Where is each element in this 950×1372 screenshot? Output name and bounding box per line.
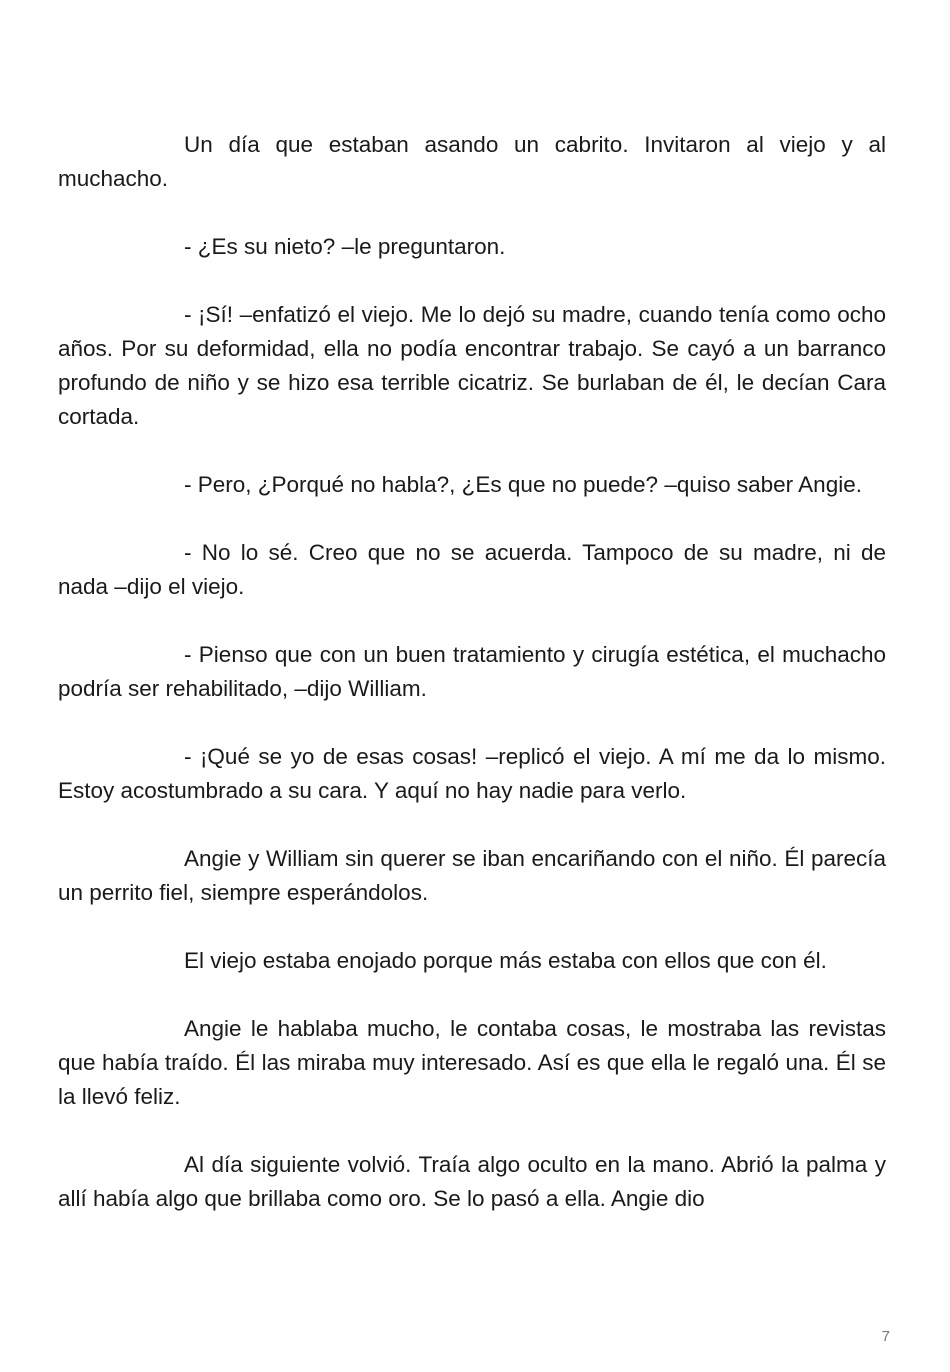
paragraph-9: El viejo estaba enojado porque más estaba con ellos que con él. bbox=[184, 948, 827, 973]
paragraph-3: - ¡Sí! –enfatizó el viejo. Me lo dejó su madre, cuando tenía como ocho años. Por su deformidad, ella no podía encontrar trabajo. Se cayó a un barranco profundo de niño y se hizo esa terrible cicatriz. Se burlaban de él, le decían Cara cortada. bbox=[58, 302, 886, 429]
paragraph-8: Angie y William sin querer se iban encariñando con el niño. Él parecía un perrito fiel, siempre esperándolos. bbox=[58, 846, 886, 905]
paragraph-6: - Pienso que con un buen tratamiento y cirugía estética, el muchacho podría ser rehabilitado, –dijo William. bbox=[58, 642, 886, 701]
paragraph-4: - Pero, ¿Porqué no habla?, ¿Es que no puede? –quiso saber Angie. bbox=[184, 472, 862, 497]
paragraph-5: - No lo sé. Creo que no se acuerda. Tampoco de su madre, ni de nada –dijo el viejo. bbox=[58, 540, 886, 599]
paragraph-10: Angie le hablaba mucho, le contaba cosas, le mostraba las revistas que había traído. Él las miraba muy interesado. Así es que ella le regaló una. Él se la llevó feliz. bbox=[58, 1016, 886, 1109]
paragraph-7: - ¡Qué se yo de esas cosas! –replicó el viejo. A mí me da lo mismo. Estoy acostumbrado a su cara. Y aquí no hay nadie para verlo. bbox=[58, 744, 886, 803]
paragraph-1: Un día que estaban asando un cabrito. Invitaron al viejo y al muchacho. bbox=[58, 132, 886, 191]
body-text bbox=[58, 128, 886, 1216]
paragraph-2: - ¿Es su nieto? –le preguntaron. bbox=[184, 234, 506, 259]
page-number: 7 bbox=[881, 1328, 890, 1345]
paragraph-11: Al día siguiente volvió. Traía algo oculto en la mano. Abrió la palma y allí había algo que brillaba como oro. Se lo pasó a ella. Angie dio bbox=[58, 1152, 886, 1211]
